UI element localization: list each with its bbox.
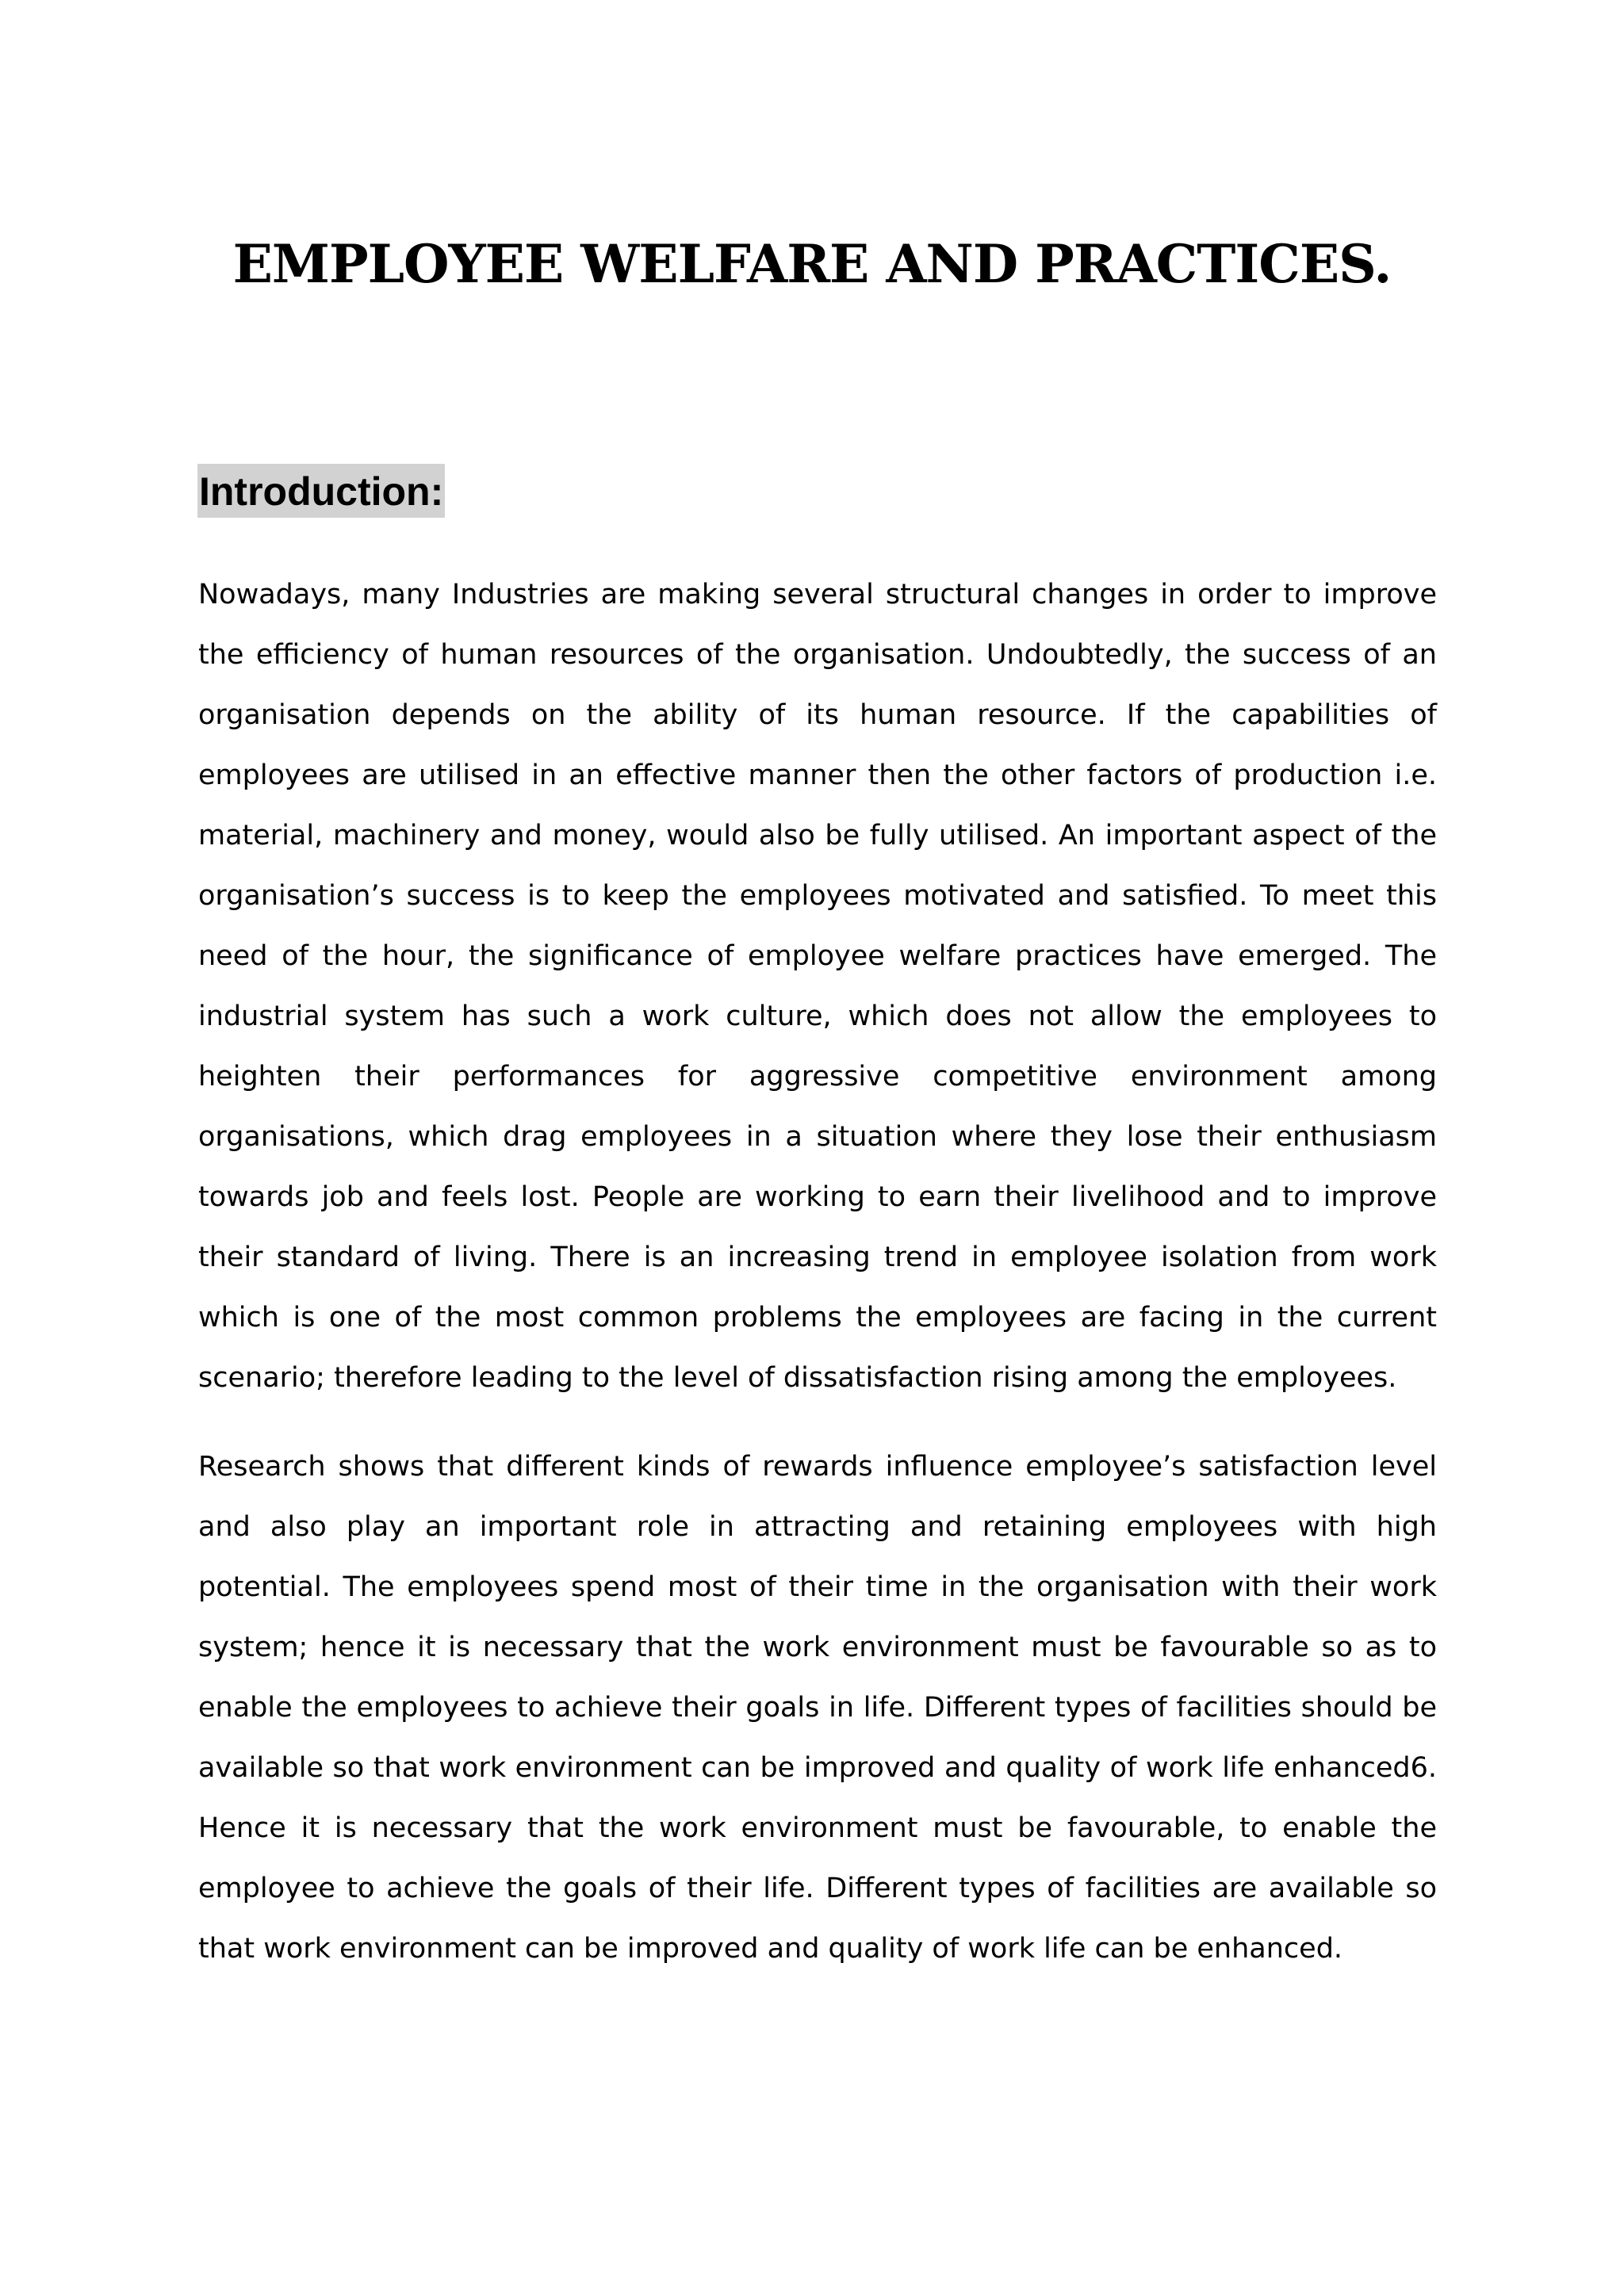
document-title: EMPLOYEE WELFARE AND PRACTICES. (232, 233, 1392, 295)
paragraph: Nowadays, many Industries are making several structural changes in order to improve the efficiency of human resources of the organisation. Undoubtedly, the success of an organisation depends on the ability of its human resource. If the capabilities of employees are utilised in an effective manner then the other factors of production i.e. material, machinery and money, would also be fully utilised. An important aspect of the organisation’s success is to keep the employees motivated and satisfied. To meet this need of the hour, the significance of employee welfare practices have emerged. The industrial system has such a work culture, which does not allow the employees to heighten their performances for aggressive competitive environment among organisations, which drag employees in a situation where they lose their enthusiasm towards job and feels lost. People are working to earn their livelihood and to improve their standard of living. There is an increasing trend in employee isolation from work which is one of the most common problems the employees are facing in the current scenario; therefore leading to the level of dissatisfaction rising among the employees. (198, 579, 1437, 1394)
paragraph: Research shows that different kinds of rewards influence employee’s satisfaction level and also play an important role in attracting and retaining employees with high potential. The employees spend most of their time in the organisation with their work system; hence it is necessary that the work environment must be favourable so as to enable the employees to achieve their goals in life. Different types of facilities should be available so that work environment can be improved and quality of work life enhanced6. Hence it is necessary that the work environment must be favourable, to enable the employee to achieve the goals of their life. Different types of facilities are available so that work environment can be improved and quality of work life can be enhanced. (198, 1451, 1437, 1965)
section-heading-introduction: Introduction: (197, 464, 445, 518)
